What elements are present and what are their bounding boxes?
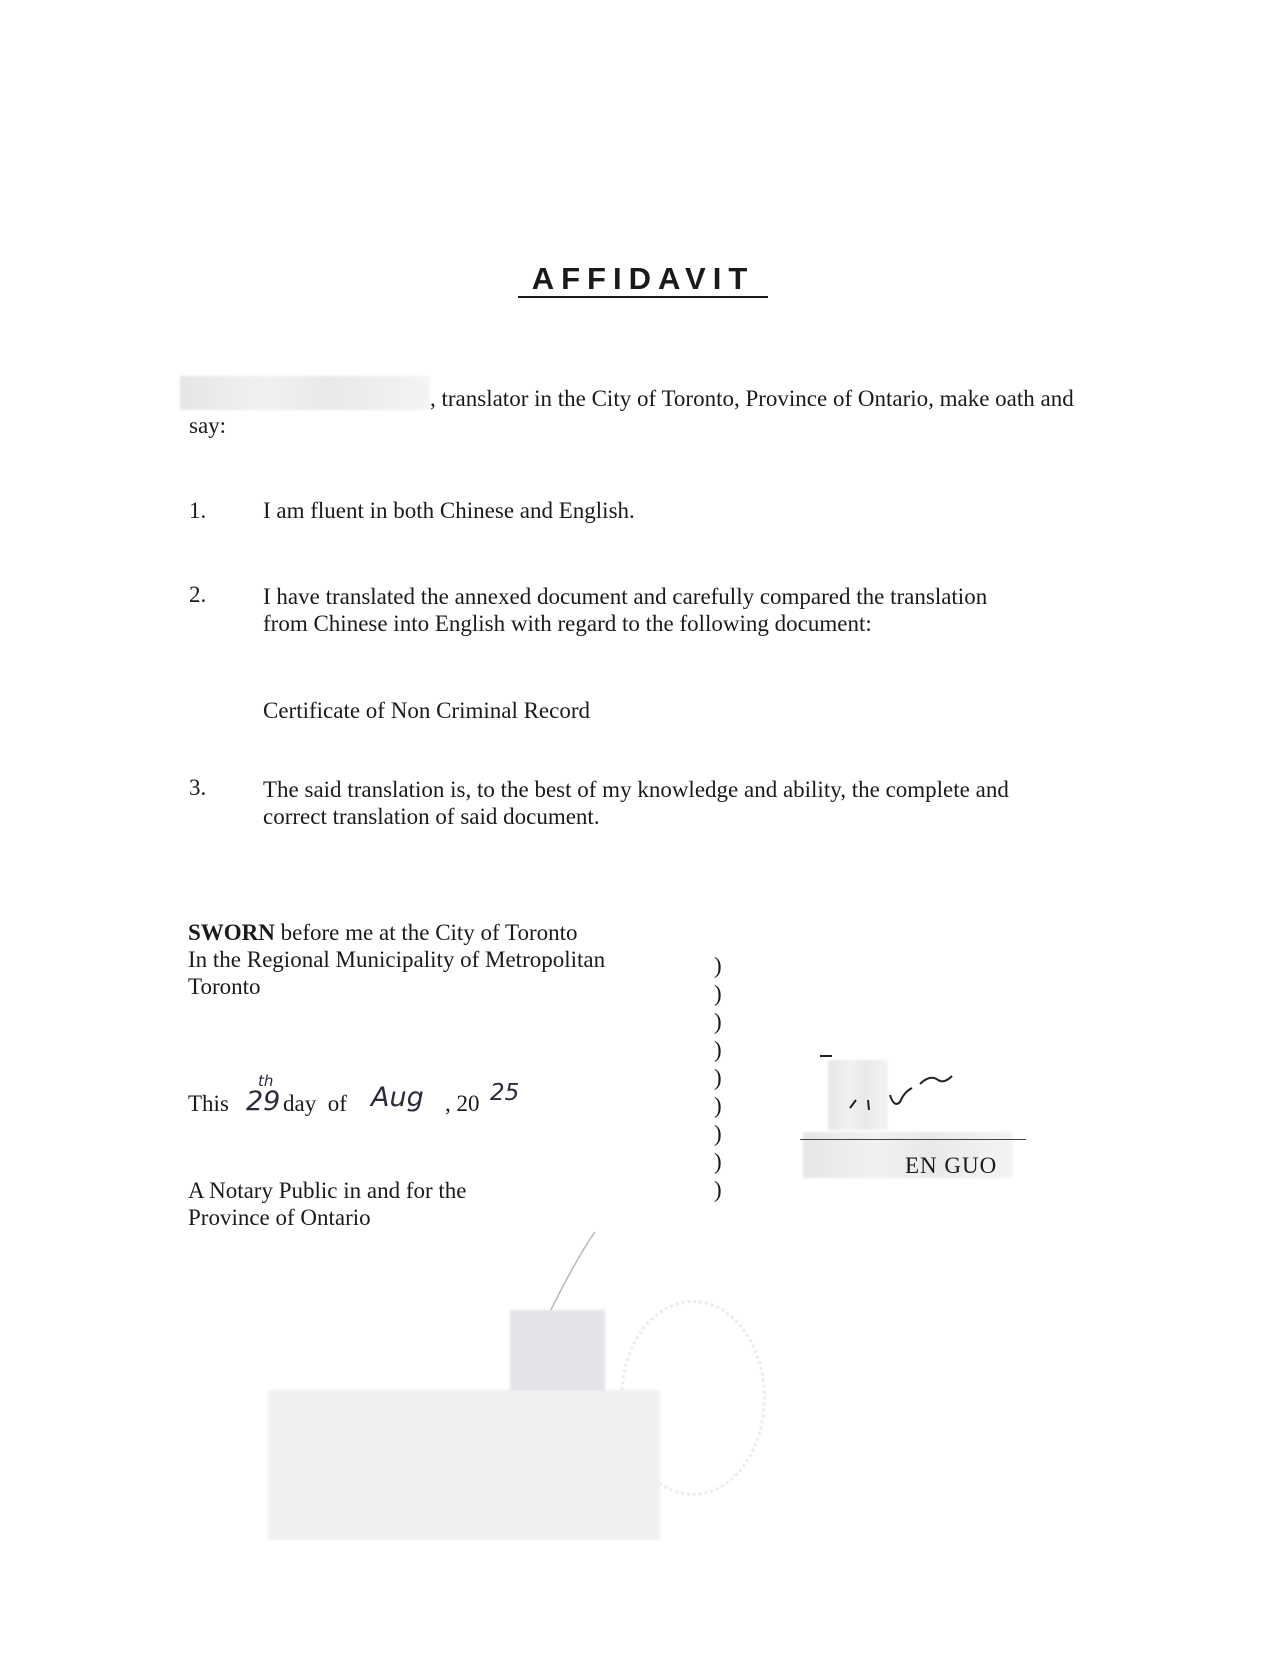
intro-line-2: say: [189,413,227,438]
redacted-notary-signature [510,1310,605,1400]
bracket: ) [714,1093,722,1118]
sworn-line-1 [188,919,688,946]
bracket: ) [714,1121,722,1146]
bracket: ) [714,953,722,978]
item-number-3: 3. [189,775,207,800]
item-text-3 [263,776,1093,830]
sworn-line-1-rest: before me at the City of Toronto [274,920,578,945]
intro-line-1 [180,385,1080,412]
signer-name: EN GUO [905,1153,998,1178]
document-name: Certificate of Non Criminal Record [263,698,591,723]
item-text-2 [263,583,1093,637]
item-number-2: 2. [189,582,207,607]
redacted-notary-stamp [268,1390,660,1540]
item-1-line-1: I am fluent in both Chinese and English. [263,498,635,523]
handwritten-signature [820,1050,990,1120]
sworn-line-3: Toronto [188,974,261,999]
item-number-1: 1. [189,498,207,523]
bracket: ) [714,1177,722,1202]
item-2-line-1: I have translated the annexed document and carefully compared the translation [263,584,988,609]
item-3-line-2: correct translation of said document. [263,804,600,829]
notary-block [188,1177,588,1231]
sworn-block [188,919,688,1000]
sworn-line-2: In the Regional Municipality of Metropolitan [188,947,606,972]
date-day-of: day of [283,1091,347,1116]
bracket: ) [714,981,722,1006]
handwritten-year: 25 [490,1080,520,1106]
bracket: ) [714,1149,722,1174]
handwritten-month: Aug [371,1082,424,1113]
item-text-1 [263,497,1093,524]
document-title: AFFIDAVIT [518,262,768,298]
item-3-line-1: The said translation is, to the best of my knowledge and ability, the complete and [263,777,1009,802]
date-line [188,1072,568,1150]
bracket: ) [714,1009,722,1034]
handwritten-day-suffix: th [258,1072,274,1090]
bracket: ) [714,1065,722,1090]
signature-line [800,1139,1026,1140]
notary-line-1: A Notary Public in and for the [188,1178,467,1203]
bracket: ) [714,1037,722,1062]
intro-text: , translator in the City of Toronto, Province of Ontario, make oath and [430,386,1074,411]
date-this: This [188,1091,229,1116]
handwritten-day: 29 [246,1086,281,1117]
sworn-bold: SWORN [188,920,275,945]
notary-line-2: Province of Ontario [188,1205,371,1230]
item-2-line-2: from Chinese into English with regard to the following document: [263,611,872,636]
date-year-prefix: , 20 [445,1091,480,1116]
bracket-column [714,952,734,1204]
